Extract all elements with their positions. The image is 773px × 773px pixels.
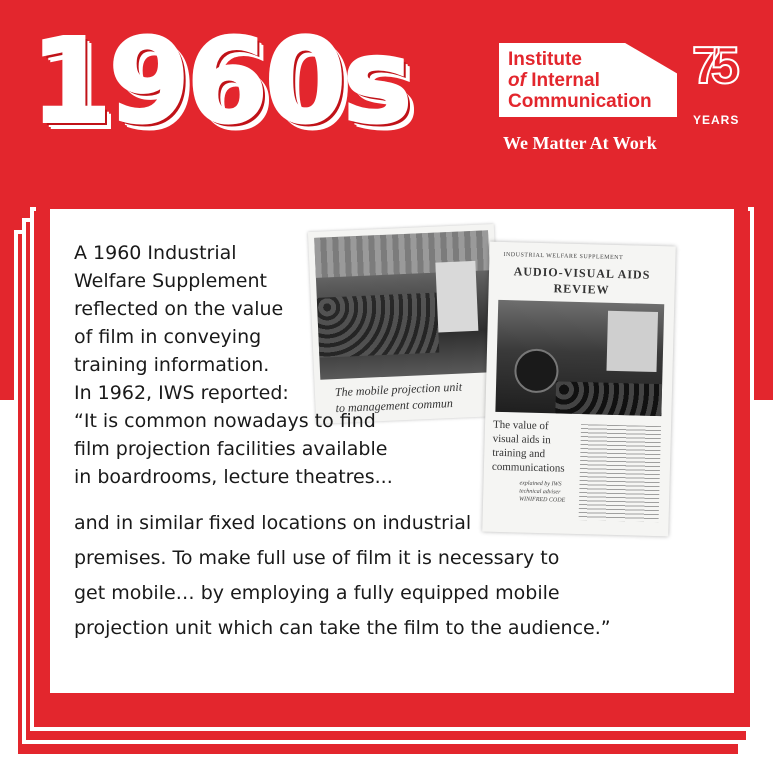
- clipping-caption-line-2: to management commun: [335, 395, 454, 416]
- body-line-1: A 1960 Industrial: [74, 242, 237, 264]
- body-line-7: “It is common nowadays to find: [74, 410, 376, 432]
- body-line-4: of film in conveying: [74, 326, 262, 348]
- logo-line-3: Communication: [508, 91, 652, 112]
- clipping-byline-2: technical adviser: [519, 488, 561, 496]
- body-line-13: projection unit which can take the film to the audience.”: [74, 617, 611, 639]
- clipping-page: [482, 242, 676, 537]
- logo-notch-shape: [620, 40, 678, 74]
- clipping-subtitle-line-4: communications: [491, 460, 565, 475]
- body-line-5: training information.: [74, 354, 270, 376]
- logo-line-2: [508, 70, 600, 92]
- projection-crowd-photo: [314, 230, 494, 379]
- body-line-9: in boardrooms, lecture theatres...: [74, 466, 393, 488]
- clipping-subtitle-line-3: training and: [492, 446, 546, 461]
- anniversary-number: 75: [692, 37, 730, 95]
- clipping-subtitle-line-2: visual aids in: [492, 432, 551, 447]
- logo-word-internal: Internal: [531, 70, 600, 91]
- anniversary-label: YEARS: [693, 113, 740, 127]
- body-line-3: reflected on the value: [74, 298, 284, 320]
- body-line-11: premises. To make full use of film it is necessary to: [74, 547, 560, 569]
- clipping-photo: [308, 224, 502, 424]
- body-line-12: get mobile… by employing a fully equipped mobile: [74, 582, 560, 604]
- body-line-10: and in similar fixed locations on industrial: [74, 512, 472, 534]
- body-line-6: In 1962, IWS reported:: [74, 382, 289, 404]
- logo-line-1: Institute: [508, 49, 582, 70]
- clipping-body-text: [579, 424, 661, 522]
- classroom-projector-photo: [495, 300, 664, 416]
- clipping-byline-3: WINIFRED CODE: [519, 496, 566, 504]
- clipping-page-title-line-2: REVIEW: [553, 281, 610, 297]
- clipping-byline-1: explained by IWS: [519, 480, 562, 488]
- tagline: We Matter At Work: [503, 133, 657, 153]
- clipping-subtitle-line-1: The value of: [492, 418, 549, 433]
- decade-title: 1960s: [30, 12, 409, 150]
- body-line-8: film projection facilities available: [74, 438, 388, 460]
- clipping-page-header: INDUSTRIAL WELFARE SUPPLEMENT: [503, 251, 624, 262]
- clipping-caption-line-1: The mobile projection unit: [334, 379, 463, 400]
- body-line-2: Welfare Supplement: [74, 270, 267, 292]
- clipping-page-title-line-1: AUDIO-VISUAL AIDS: [513, 264, 651, 282]
- logo-word-of: of: [508, 70, 526, 91]
